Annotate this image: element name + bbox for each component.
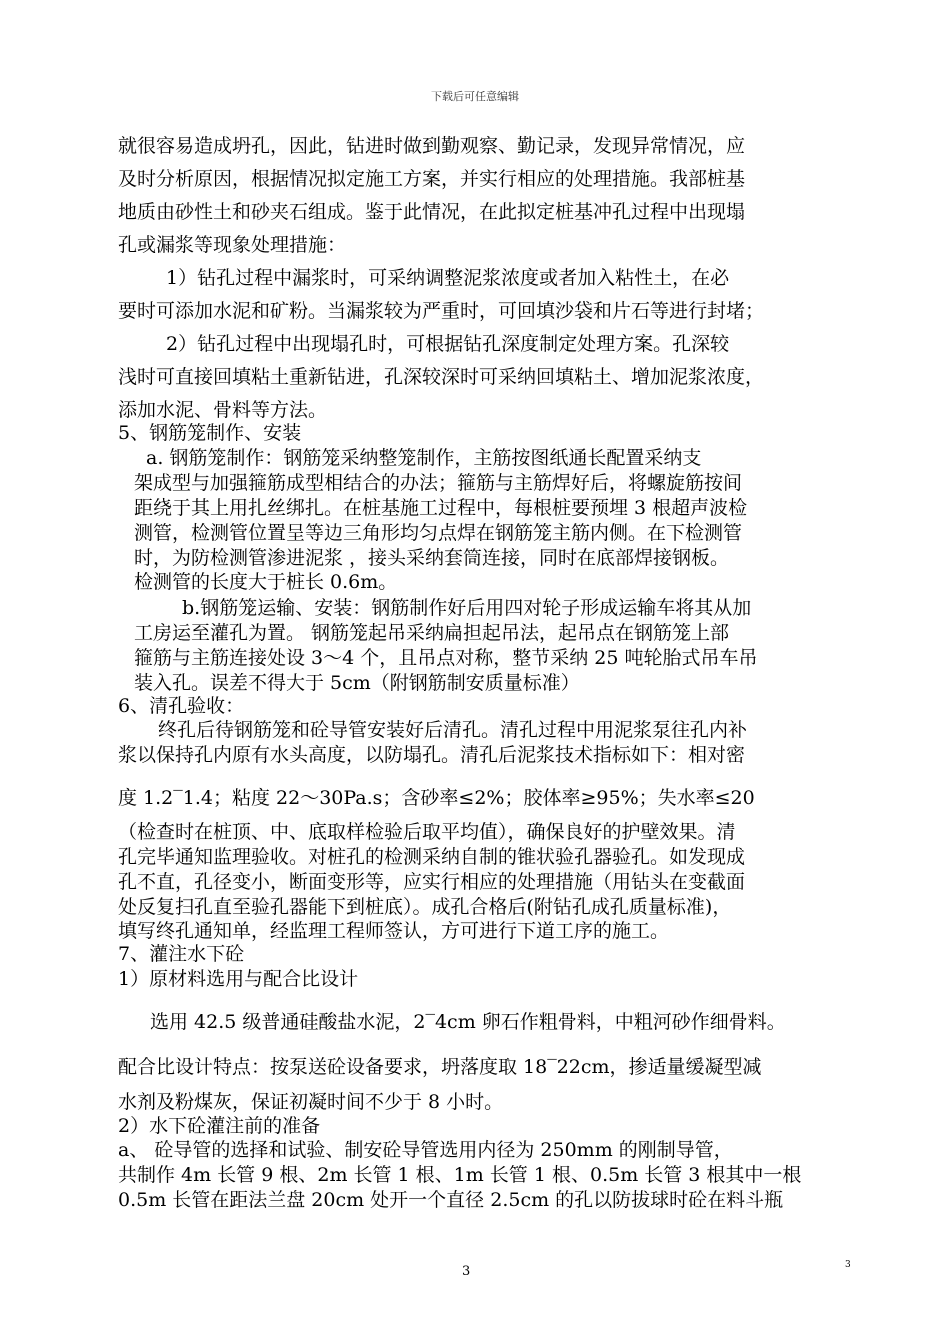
text-line: 终孔后待钢筋笼和砼导管安装好后清孔。清孔过程中用泥浆泵往孔内补 [158,719,748,741]
text-line: 浆以保持孔内原有水头高度，以防塌孔。清孔后泥浆技术指标如下：相对密 [118,744,746,766]
text-line: 及时分析原因，根据情况拟定施工方案，并实行相应的处理措施。我部桩基 [118,168,746,190]
text-line: 填写终孔通知单，经监理工程师签认，方可进行下道工序的施工。 [118,920,670,942]
text-line: 2）钻孔过程中出现塌孔时，可根据钻孔深度制定处理方案。孔深较 [166,333,730,355]
text-line: a. 钢筋笼制作：钢筋笼采纳整笼制作，主筋按图纸通长配置采纳支 [146,447,702,469]
page-number: 3 [462,1264,471,1279]
subsection-heading: 1）原材料选用与配合比设计 [118,968,359,990]
text-line: （检查时在桩顶、中、底取样检验后取平均值），确保良好的护壁效果。清 [118,821,736,843]
text-line: 要时可添加水泥和矿粉。当漏浆较为严重时，可回填沙袋和片石等进行封堵； [118,300,765,322]
text-line: 配合比设计特点：按泵送砼设备要求，坍落度取 18‾22cm，掺适量缓凝型减 [118,1056,762,1078]
text-line: 箍筋与主筋连接处设 3～4 个，且吊点对称，整节采纳 25 吨轮胎式吊车吊 [134,647,758,669]
text-line: 共制作 4m 长管 9 根、2m 长管 1 根、1m 长管 1 根、0.5m 长管 3 根其中一根 [118,1164,802,1186]
text-line: 1）钻孔过程中漏浆时，可采纳调整泥浆浓度或者加入粘性土，在必 [166,267,730,289]
text-line: a、 砼导管的选择和试验、制安砼导管选用内径为 250mm 的刚制导管， [118,1139,733,1161]
text-line: 度 1.2‾1.4；粘度 22～30Pa.s；含砂率≤2%；胶体率≥95%；失水率≤20 [118,787,755,809]
text-line: 检测管的长度大于桩长 0.6m。 [134,571,398,593]
text-line: 处反复扫孔直至验孔器能下到桩底）。成孔合格后(附钻孔成孔质量标准)， [118,896,732,918]
text-line: 0.5m 长管在距法兰盘 20cm 处开一个直径 2.5cm 的孔以防拔球时砼在料斗瓶 [118,1189,784,1211]
text-line: 地质由砂性土和砂夹石组成。鉴于此情况，在此拟定桩基冲孔过程中出现塌 [118,201,746,223]
text-line: 孔完毕通知监理验收。对桩孔的检测采纳自制的锥状验孔器验孔。如发现成 [118,846,746,868]
page-mark: 3 [845,1260,851,1270]
text-line: 装入孔。误差不得大于 5cm（附钢筋制安质量标准） [134,672,580,694]
page-header: 下载后可任意编辑 [431,90,519,103]
text-line: 选用 42.5 级普通硅酸盐水泥，2‾4cm 卵石作粗骨料，中粗河砂作细骨料。 [150,1011,786,1033]
text-line: 浅时可直接回填粘土重新钻进，孔深较深时可采纳回填粘土、增加泥浆浓度， [118,366,765,388]
text-line: 时，为防检测管渗进泥浆 ，接头采纳套筒连接，同时在底部焊接钢板。 [134,547,730,569]
text-line: 测管，检测管位置呈等边三角形均匀点焊在钢筋笼主筋内侧。在下检测管 [134,522,743,544]
text-line: 距绕于其上用扎丝绑扎。在桩基施工过程中，每根桩要预埋 3 根超声波检 [134,497,748,519]
text-line: 架成型与加强箍筋成型相结合的办法；箍筋与主筋焊好后，将螺旋筋按间 [134,472,743,494]
text-line: 添加水泥、骨料等方法。 [118,399,328,421]
text-line: b.钢筋笼运输、安装：钢筋制作好后用四对轮子形成运输车将其从加 [182,597,752,619]
text-line: 孔或漏浆等现象处理措施： [118,234,347,256]
section-heading: 7、灌注水下砼 [118,943,245,965]
section-heading: 5、钢筋笼制作、安装 [118,422,302,444]
subsection-heading: 2）水下砼灌注前的准备 [118,1115,321,1137]
section-heading: 6、清孔验收： [118,695,245,717]
text-line: 工房运至灌孔为置。 钢筋笼起吊采纳扁担起吊法，起吊点在钢筋笼上部 [134,622,730,644]
text-line: 水剂及粉煤灰，保证初凝时间不少于 8 小时。 [118,1091,504,1113]
text-line: 就很容易造成坍孔，因此，钻进时做到勤观察、勤记录，发现异常情况，应 [118,135,746,157]
text-line: 孔不直，孔径变小，断面变形等，应实行相应的处理措施（用钻头在变截面 [118,871,746,893]
